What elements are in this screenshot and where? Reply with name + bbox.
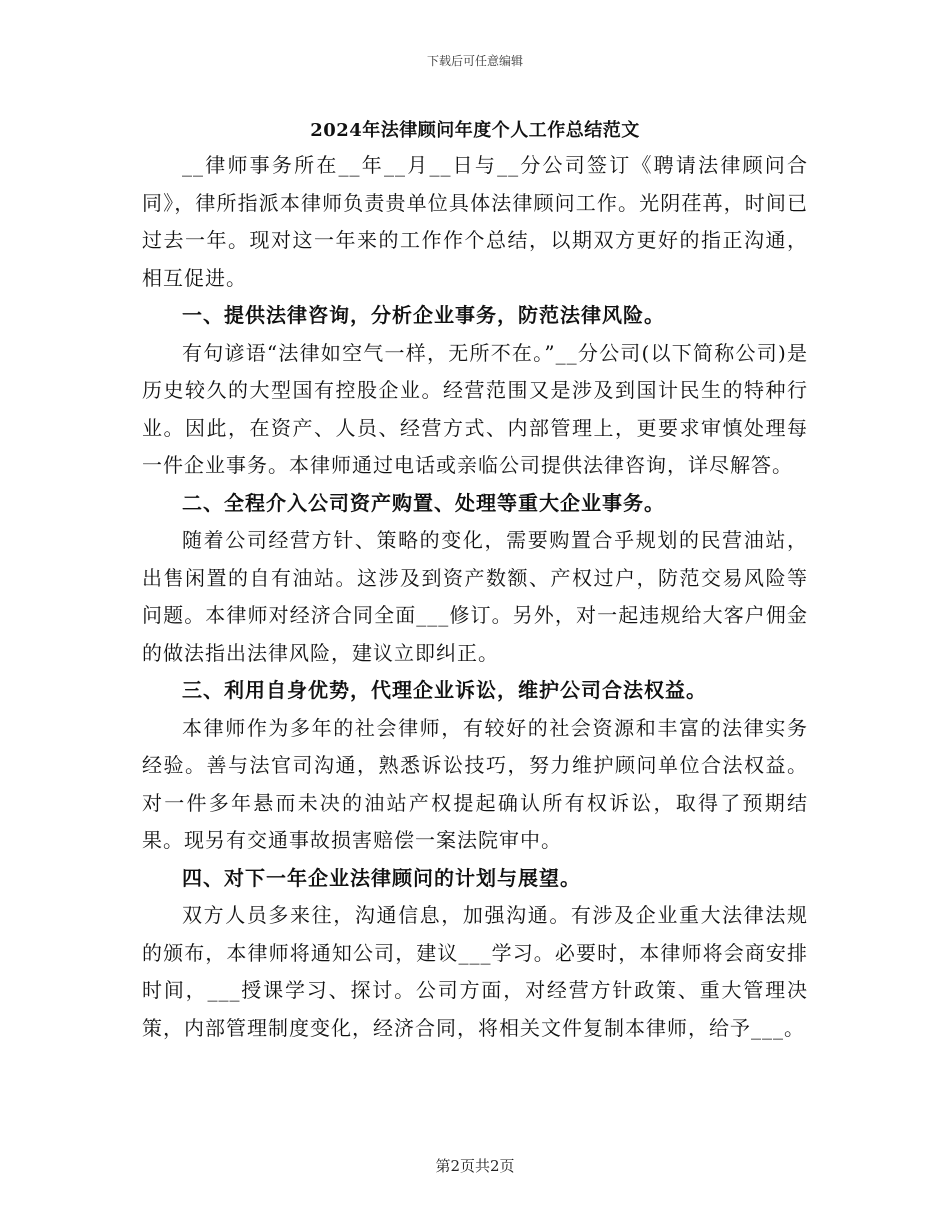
paragraph-section-4: 双方人员多来往，沟通信息，加强沟通。有涉及企业重大法律法规的颁布，本律师将通知公司，建议___学习。必要时，本律师将会商安排时间，___授课学习、探讨。公司方面，对经营方针政策、重大管理决策，内部管理制度变化，经济合同，将相关文件复制本律师，给予___。: [142, 903, 808, 1040]
paragraph-section-3: 本律师作为多年的社会律师，有较好的社会资源和丰富的法律实务经验。善与法官司沟通，熟悉诉讼技巧，努力维护顾问单位合法权益。对一件多年悬而未决的油站产权提起确认所有权诉讼，取得了预期结果。现另有交通事故损害赔偿一案法院审中。: [142, 715, 808, 852]
paragraph-section-1: 有句谚语“法律如空气一样，无所不在。”__分公司(以下简称公司)是历史较久的大型国有控股企业。经营范围又是涉及到国计民生的特种行业。因此，在资产、人员、经营方式、内部管理上，更要求审慎处理每一件企业事务。本律师通过电话或亲临公司提供法律咨询，详尽解答。: [142, 340, 808, 477]
document-body: [142, 147, 808, 1047]
section-heading-4: 四、对下一年企业法律顾问的计划与展望。: [182, 865, 581, 890]
paragraph-intro: __律师事务所在__年__月__日与__分公司签订《聘请法律顾问合同》，律所指派本律师负责贵单位具体法律顾问工作。光阴荏苒，时间已过去一年。现对这一年来的工作作个总结，以期双方更好的指正沟通，相互促进。: [142, 153, 808, 290]
page-number: 第2页共2页: [435, 1157, 515, 1175]
section-heading-2: 二、全程介入公司资产购置、处理等重大企业事务。: [182, 490, 665, 515]
document-title: 2024年法律顾问年度个人工作总结范文: [310, 120, 640, 141]
section-heading-3: 三、利用自身优势，代理企业诉讼，维护公司合法权益。: [182, 678, 707, 702]
section-heading-1: 一、提供法律咨询，分析企业事务，防范法律风险。: [182, 303, 665, 327]
header-note: 下载后可任意编辑: [426, 54, 523, 68]
paragraph-section-2: 随着公司经营方针、策略的变化，需要购置合乎规划的民营油站，出售闲置的自有油站。这涉及到资产数额、产权过户，防范交易风险等问题。本律师对经济合同全面___修订。另外，对一起违规给大客户佣金的做法指出法律风险，建议立即纠正。: [142, 528, 808, 665]
